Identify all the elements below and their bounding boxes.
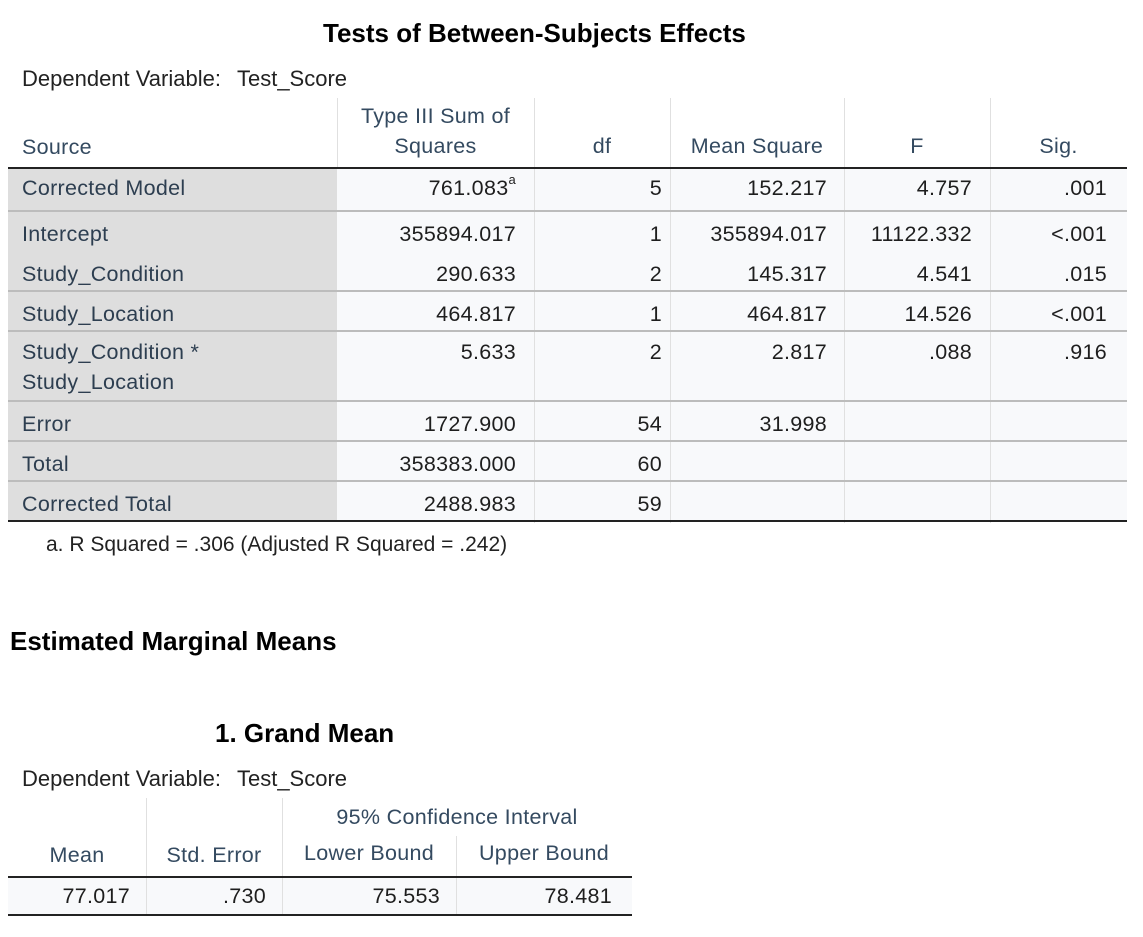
row-df: 1 bbox=[649, 222, 662, 246]
row-ss: 355894.017 bbox=[399, 222, 516, 246]
row-source: Study_Condition bbox=[22, 262, 185, 286]
row-rule bbox=[8, 440, 1127, 442]
cell-std-error: .730 bbox=[222, 884, 266, 908]
row-ss bbox=[337, 172, 516, 201]
row-f: 11122.332 bbox=[870, 222, 972, 246]
row-df: 1 bbox=[649, 302, 662, 326]
row-source-line2: Study_Location bbox=[22, 370, 175, 394]
header-rule bbox=[8, 876, 632, 878]
row-f: 4.757 bbox=[916, 176, 972, 200]
row-sig: <.001 bbox=[1051, 222, 1107, 246]
row-df: 59 bbox=[637, 492, 662, 516]
header-ss-line2: Squares bbox=[394, 134, 477, 158]
grand-mean-title: 1. Grand Mean bbox=[215, 718, 395, 748]
row-rule bbox=[8, 400, 1127, 402]
between-subjects-table bbox=[8, 98, 1127, 523]
cell-lower-bound: 75.553 bbox=[372, 884, 440, 908]
header-std-error: Std. Error bbox=[166, 843, 262, 867]
row-f: 14.526 bbox=[904, 302, 972, 326]
row-ss: 5.633 bbox=[460, 340, 516, 364]
row-rule bbox=[8, 480, 1127, 482]
header-f: F bbox=[910, 134, 924, 158]
row-sig: .916 bbox=[1063, 340, 1107, 364]
row-mean-square: 31.998 bbox=[759, 412, 827, 436]
header-df: df bbox=[592, 134, 612, 158]
header-sig: Sig. bbox=[1039, 134, 1078, 158]
header-rule bbox=[8, 167, 1127, 169]
dependent-variable-label: Dependent Variable: bbox=[22, 766, 221, 791]
row-sig: .001 bbox=[1063, 176, 1107, 200]
header-source: Source bbox=[22, 135, 92, 159]
row-f: 4.541 bbox=[916, 262, 972, 286]
row-ss: 290.633 bbox=[436, 262, 516, 286]
header-lower-bound: Lower Bound bbox=[303, 841, 434, 865]
row-rule bbox=[8, 210, 1127, 212]
tests-dependent-variable bbox=[22, 66, 347, 92]
row-source: Corrected Total bbox=[22, 492, 172, 516]
header-upper-bound: Upper Bound bbox=[478, 841, 609, 865]
bottom-rule bbox=[8, 914, 632, 916]
row-ss: 2488.983 bbox=[423, 492, 516, 516]
row-mean-square: 355894.017 bbox=[710, 222, 827, 246]
row-source-line1: Study_Condition * bbox=[22, 340, 200, 364]
row-df: 54 bbox=[637, 412, 662, 436]
row-df: 5 bbox=[649, 176, 662, 200]
row-ss: 358383.000 bbox=[399, 452, 516, 476]
row-source: Study_Location bbox=[22, 302, 175, 326]
row-mean-square: 152.217 bbox=[747, 176, 827, 200]
tests-footnote: a. R Squared = .306 (Adjusted R Squared = .242) bbox=[46, 533, 508, 556]
footnote-marker: a bbox=[508, 172, 516, 187]
row-rule bbox=[8, 330, 1127, 332]
dependent-variable-value: Test_Score bbox=[236, 66, 348, 91]
dependent-variable-label: Dependent Variable: bbox=[22, 66, 221, 91]
row-sig: <.001 bbox=[1051, 302, 1107, 326]
header-mean-square: Mean Square bbox=[690, 134, 824, 158]
row-df: 60 bbox=[637, 452, 662, 476]
grand-mean-dependent-variable bbox=[22, 766, 347, 792]
header-confidence-interval: 95% Confidence Interval bbox=[336, 805, 578, 829]
tests-title: Tests of Between-Subjects Effects bbox=[323, 18, 746, 48]
row-ss: 1727.900 bbox=[423, 412, 516, 436]
header-mean: Mean bbox=[49, 843, 105, 867]
cell-upper-bound: 78.481 bbox=[544, 884, 612, 908]
dependent-variable-value: Test_Score bbox=[236, 766, 348, 791]
row-rule bbox=[8, 290, 1127, 292]
emm-heading: Estimated Marginal Means bbox=[10, 626, 337, 656]
row-source: Intercept bbox=[22, 222, 109, 246]
row-mean-square: 2.817 bbox=[771, 340, 827, 364]
row-f: .088 bbox=[928, 340, 972, 364]
header-ss-line1: Type III Sum of bbox=[360, 104, 511, 128]
row-sig: .015 bbox=[1063, 262, 1107, 286]
row-mean-square: 145.317 bbox=[747, 262, 827, 286]
row-df: 2 bbox=[649, 262, 662, 286]
ss-value: 761.083 bbox=[428, 176, 509, 200]
row-source: Corrected Model bbox=[22, 176, 186, 200]
row-mean-square: 464.817 bbox=[747, 302, 827, 326]
row-source: Error bbox=[22, 412, 72, 436]
row-source: Total bbox=[22, 452, 69, 476]
bottom-rule bbox=[8, 520, 1127, 522]
grand-mean-table bbox=[8, 798, 632, 918]
row-ss: 464.817 bbox=[436, 302, 516, 326]
cell-mean: 77.017 bbox=[62, 884, 130, 908]
row-df: 2 bbox=[649, 340, 662, 364]
